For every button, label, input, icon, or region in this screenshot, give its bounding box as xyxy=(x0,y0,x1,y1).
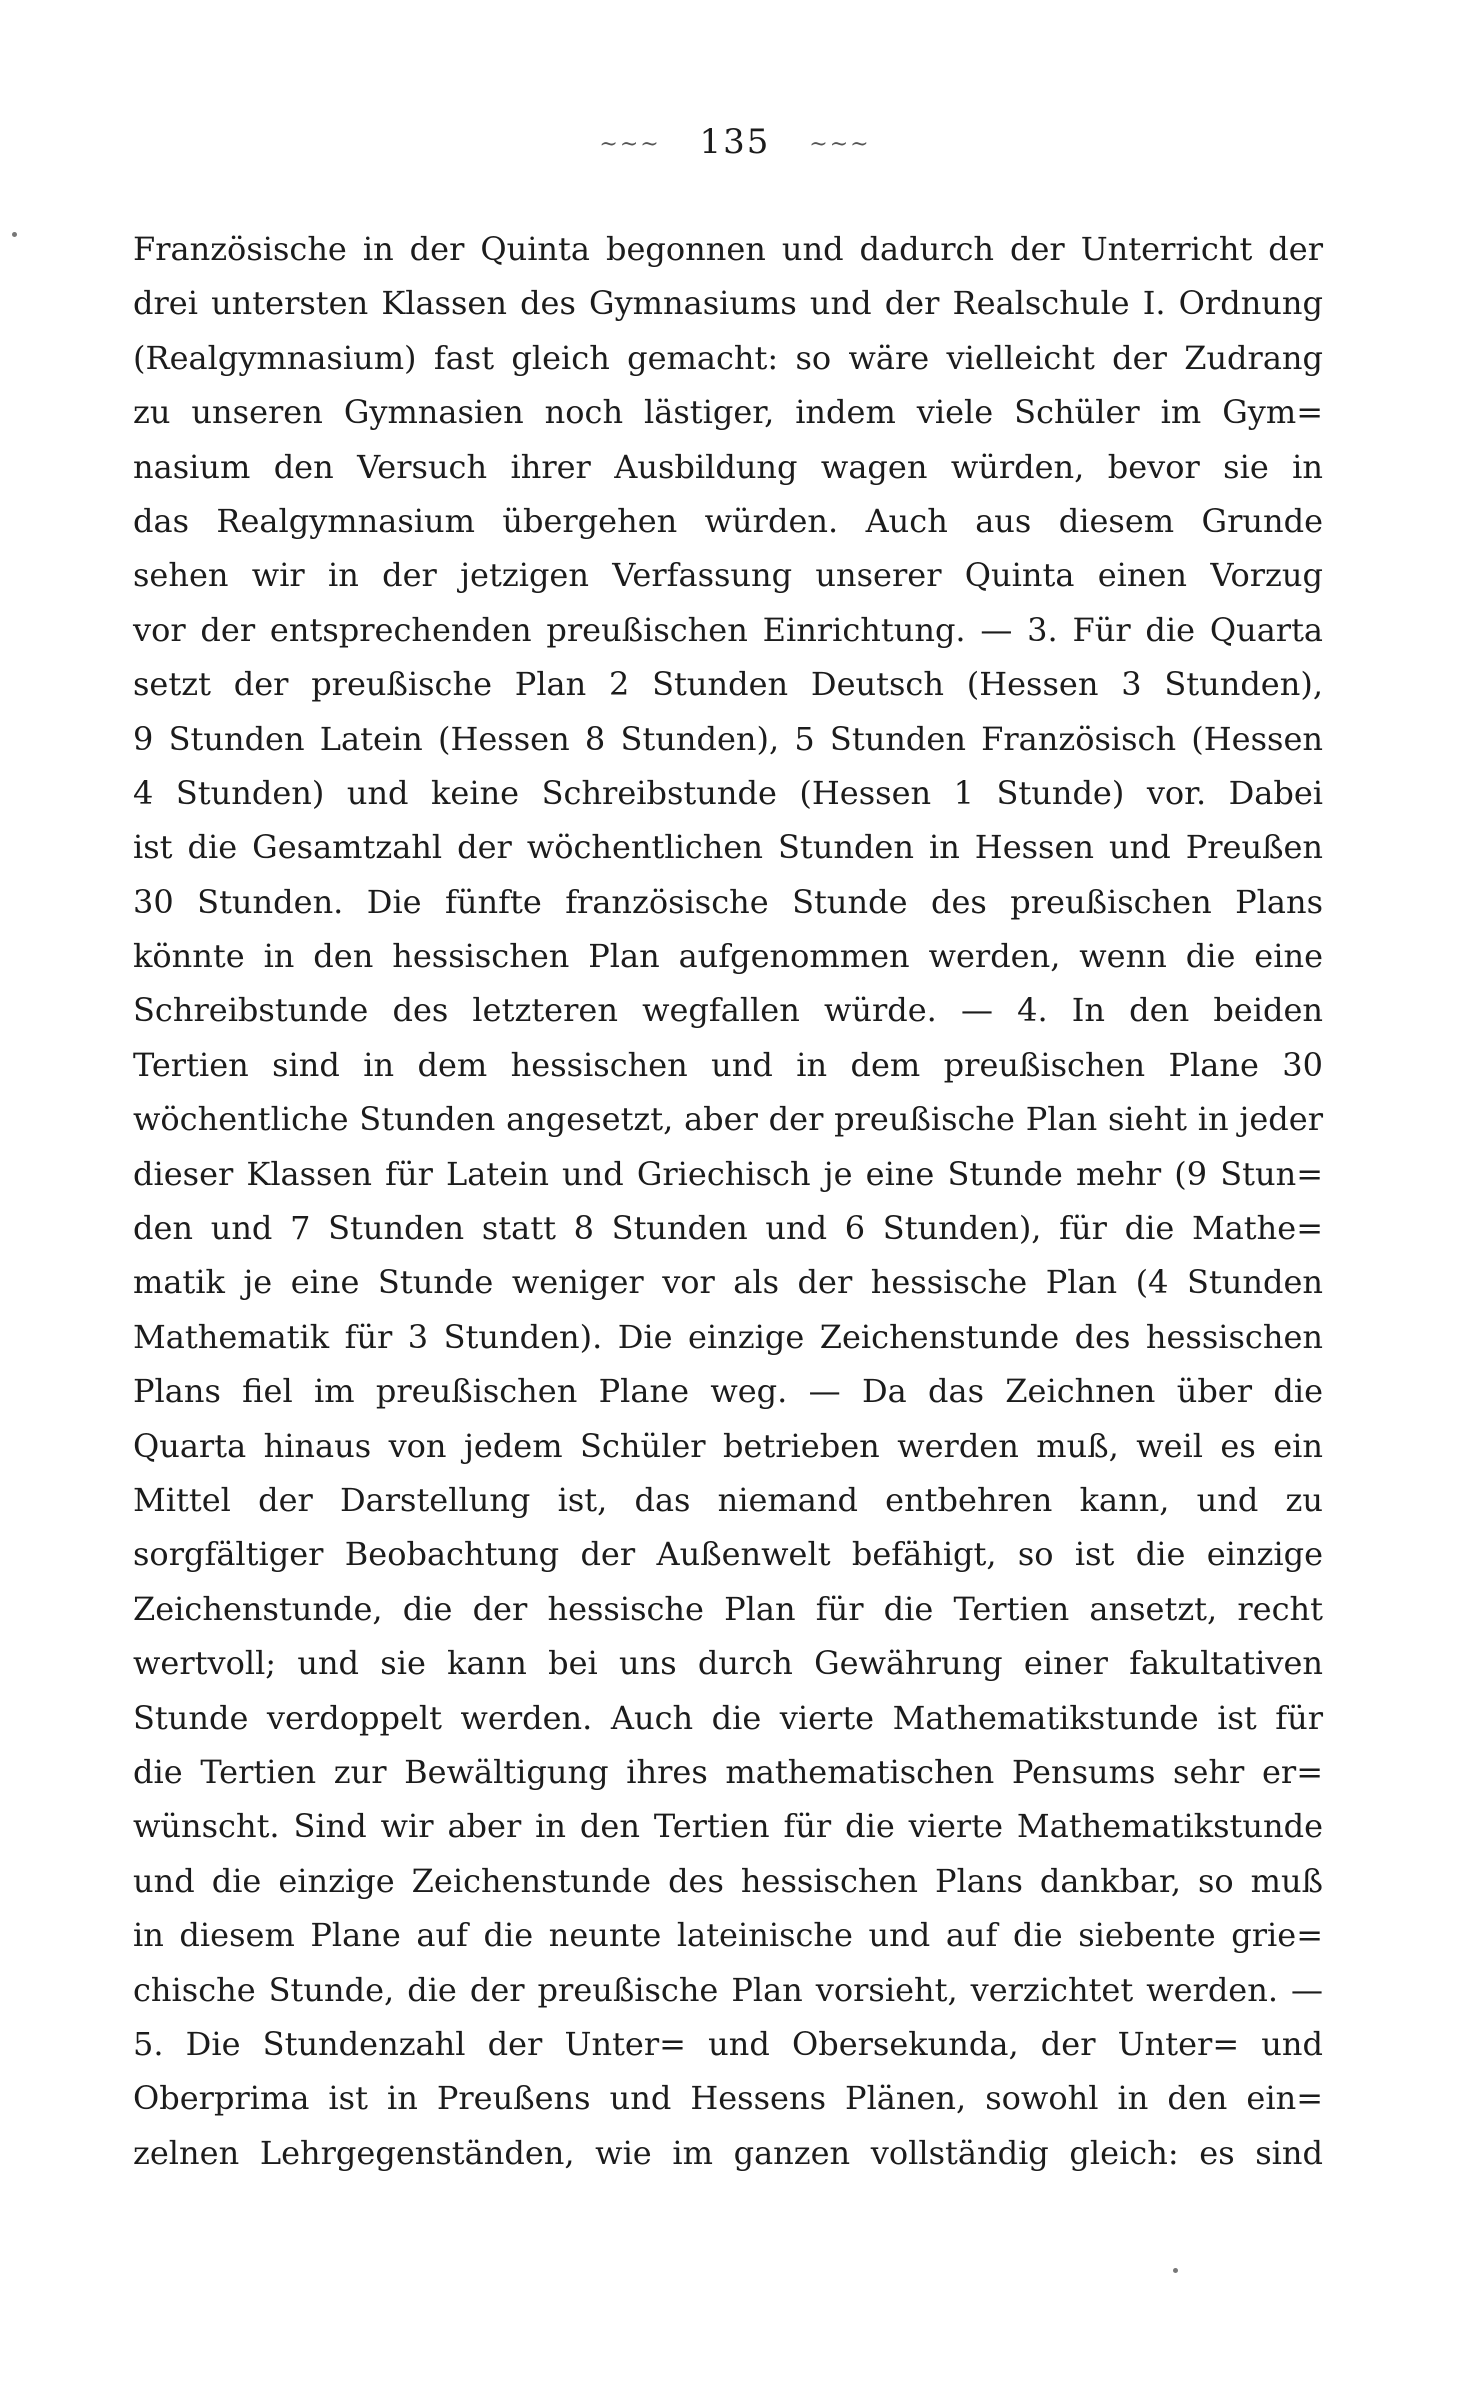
page-number: 135 xyxy=(699,122,771,162)
text-line: Plans fiel im preußischen Plane weg. — Da das Zeichnen über die xyxy=(133,1372,1323,1411)
text-line: nasium den Versuch ihrer Ausbildung wagen würden, bevor sie in xyxy=(133,447,1323,486)
text-line: drei untersten Klassen des Gymnasiums und der Realschule I. Ordnung xyxy=(133,284,1323,323)
text-line: 9 Stunden Latein (Hessen 8 Stunden), 5 Stunden Französisch (Hessen xyxy=(133,719,1323,758)
text-line: wöchentliche Stunden angesetzt, aber der preußische Plan sieht in jeder xyxy=(133,1100,1323,1139)
text-line: ist die Gesamtzahl der wöchentlichen Stunden in Hessen und Preußen xyxy=(133,828,1323,867)
paper-speck xyxy=(1173,2268,1178,2273)
text-line: Tertien sind in dem hessischen und in dem preußischen Plane 30 xyxy=(133,1045,1323,1084)
ornament-right: ~~~ xyxy=(809,131,871,157)
text-line: matik je eine Stunde weniger vor als der hessische Plan (4 Stunden xyxy=(133,1263,1323,1302)
text-line: 5. Die Stundenzahl der Unter= und Obersekunda, der Unter= und xyxy=(133,2024,1323,2063)
body-text xyxy=(133,222,1323,2180)
text-line: Französische in der Quinta begonnen und dadurch der Unterricht der xyxy=(133,230,1323,268)
text-line: 4 Stunden) und keine Schreibstunde (Hessen 1 Stunde) vor. Dabei xyxy=(133,773,1323,812)
text-line: das Realgymnasium übergehen würden. Auch aus diesem Grunde xyxy=(133,501,1323,540)
text-line: Mittel der Darstellung ist, das niemand entbehren kann, und zu xyxy=(133,1480,1323,1519)
text-line: vor der entsprechenden preußischen Einrichtung. — 3. Für die Quarta xyxy=(133,610,1323,649)
ornament-left: ~~~ xyxy=(599,131,661,157)
text-line: Oberprima ist in Preußens und Hessens Plänen, sowohl in den ein= xyxy=(133,2079,1323,2118)
text-line: den und 7 Stunden statt 8 Stunden und 6 Stunden), für die Mathe= xyxy=(133,1209,1323,1248)
text-line: könnte in den hessischen Plan aufgenommen werden, wenn die eine xyxy=(133,937,1323,976)
text-line: Mathematik für 3 Stunden). Die einzige Zeichenstunde des hessischen xyxy=(133,1317,1323,1356)
paper-speck xyxy=(12,232,17,237)
text-line: Quarta hinaus von jedem Schüler betrieben werden muß, weil es ein xyxy=(133,1426,1323,1465)
text-line: wünscht. Sind wir aber in den Tertien für die vierte Mathematikstunde xyxy=(133,1807,1323,1846)
text-line: dieser Klassen für Latein und Griechisch je eine Stunde mehr (9 Stun= xyxy=(133,1154,1323,1193)
text-line: chische Stunde, die der preußische Plan vorsieht, verzichtet werden. — xyxy=(133,1970,1323,2009)
text-line: Zeichenstunde, die der hessische Plan für die Tertien ansetzt, recht xyxy=(133,1589,1323,1628)
text-line: zelnen Lehrgegenständen, wie im ganzen vollständig gleich: es sind xyxy=(133,2133,1323,2172)
text-line: in diesem Plane auf die neunte lateinische und auf die siebente grie= xyxy=(133,1916,1323,1955)
text-line: Stunde verdoppelt werden. Auch die vierte Mathematikstunde ist für xyxy=(133,1698,1323,1737)
text-line: zu unseren Gymnasien noch lästiger, indem viele Schüler im Gym= xyxy=(133,393,1323,432)
text-line: wertvoll; und sie kann bei uns durch Gewährung einer fakultativen xyxy=(133,1644,1323,1683)
text-line: Schreibstunde des letzteren wegfallen würde. — 4. In den beiden xyxy=(133,991,1323,1030)
text-line: und die einzige Zeichenstunde des hessischen Plans dankbar, so muß xyxy=(133,1861,1323,1900)
text-line: setzt der preußische Plan 2 Stunden Deutsch (Hessen 3 Stunden), xyxy=(133,665,1323,704)
page-header xyxy=(0,122,1470,162)
text-line: die Tertien zur Bewältigung ihres mathematischen Pensums sehr er= xyxy=(133,1752,1323,1791)
text-line: (Realgymnasium) fast gleich gemacht: so wäre vielleicht der Zudrang xyxy=(133,338,1323,377)
text-line: sorgfältiger Beobachtung der Außenwelt befähigt, so ist die einzige xyxy=(133,1535,1323,1574)
text-line: sehen wir in der jetzigen Verfassung unserer Quinta einen Vorzug xyxy=(133,556,1323,595)
text-line: 30 Stunden. Die fünfte französische Stunde des preußischen Plans xyxy=(133,882,1323,921)
